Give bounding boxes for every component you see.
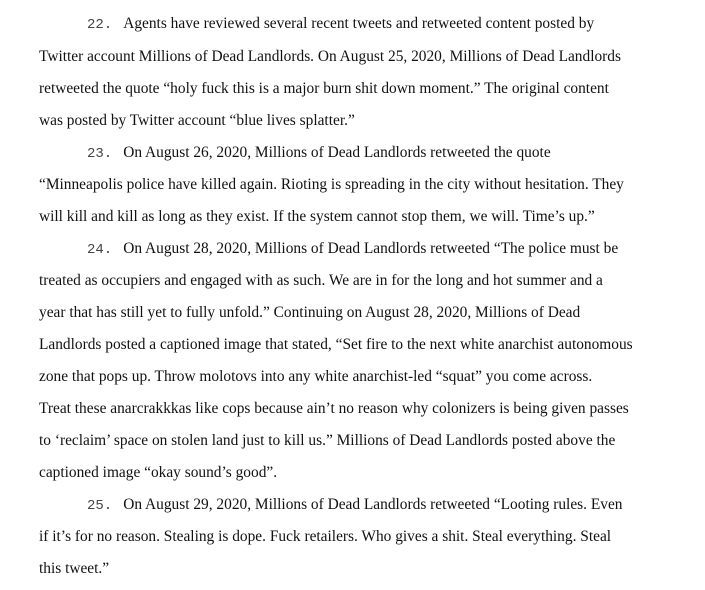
paragraph-22-line-3: retweeted the quote “holy fuck this is a major burn shit down moment.” The original content (39, 80, 609, 97)
paragraph-22-line-1 (87, 15, 594, 34)
paragraph-25-line-2: if it’s for no reason. Stealing is dope. Fuck retailers. Who gives a shit. Steal everything. Steal (39, 528, 612, 545)
paragraph-22-line-2: Twitter account Millions of Dead Landlords. On August 25, 2020, Millions of Dead Landlords (39, 48, 621, 65)
line-text: On August 26, 2020, Millions of Dead Landlords retweeted the quote (123, 144, 551, 161)
paragraph-number: 25. (87, 498, 113, 514)
paragraph-22-line-4: was posted by Twitter account “blue lives splatter.” (39, 112, 355, 129)
paragraph-24-line-5: zone that pops up. Throw molotovs into any white anarchist-led “squat” you come across. (39, 368, 593, 385)
line-text: Agents have reviewed several recent tweets and retweeted content posted by (123, 15, 595, 32)
paragraph-23-line-2: “Minneapolis police have killed again. Rioting is spreading in the city without hesitation. They (39, 176, 624, 193)
paragraph-23-line-3: will kill and kill as long as they exist. If the system cannot stop them, we will. Time’s up.” (39, 208, 595, 225)
paragraph-number: 23. (87, 146, 113, 162)
paragraph-24-line-6: Treat these anarcrakkkas like cops because ain’t no reason why colonizers is being given passes (39, 400, 629, 417)
paragraph-24-line-8: captioned image “okay sound’s good”. (39, 464, 278, 481)
paragraph-25-line-3: this tweet.” (39, 560, 110, 577)
line-text: On August 28, 2020, Millions of Dead Landlords retweeted “The police must be (123, 240, 619, 257)
paragraph-24-line-2: treated as occupiers and engaged with as such. We are in for the long and hot summer and a (39, 272, 603, 289)
line-text: On August 29, 2020, Millions of Dead Landlords retweeted “Looting rules. Even (123, 496, 623, 513)
paragraph-24-line-7: to ‘reclaim’ space on stolen land just to kill us.” Millions of Dead Landlords posted above the (39, 432, 616, 449)
paragraph-number: 22. (87, 17, 113, 33)
paragraph-24-line-4: Landlords posted a captioned image that stated, “Set fire to the next white anarchist autonomous (39, 336, 633, 353)
paragraph-24-line-3: year that has still yet to fully unfold.” Continuing on August 28, 2020, Millions of Dead (39, 304, 581, 321)
paragraph-number: 24. (87, 242, 113, 258)
paragraph-23-line-1 (87, 144, 551, 163)
paragraph-25-line-1 (87, 496, 622, 515)
paragraph-24-line-1 (87, 240, 618, 259)
